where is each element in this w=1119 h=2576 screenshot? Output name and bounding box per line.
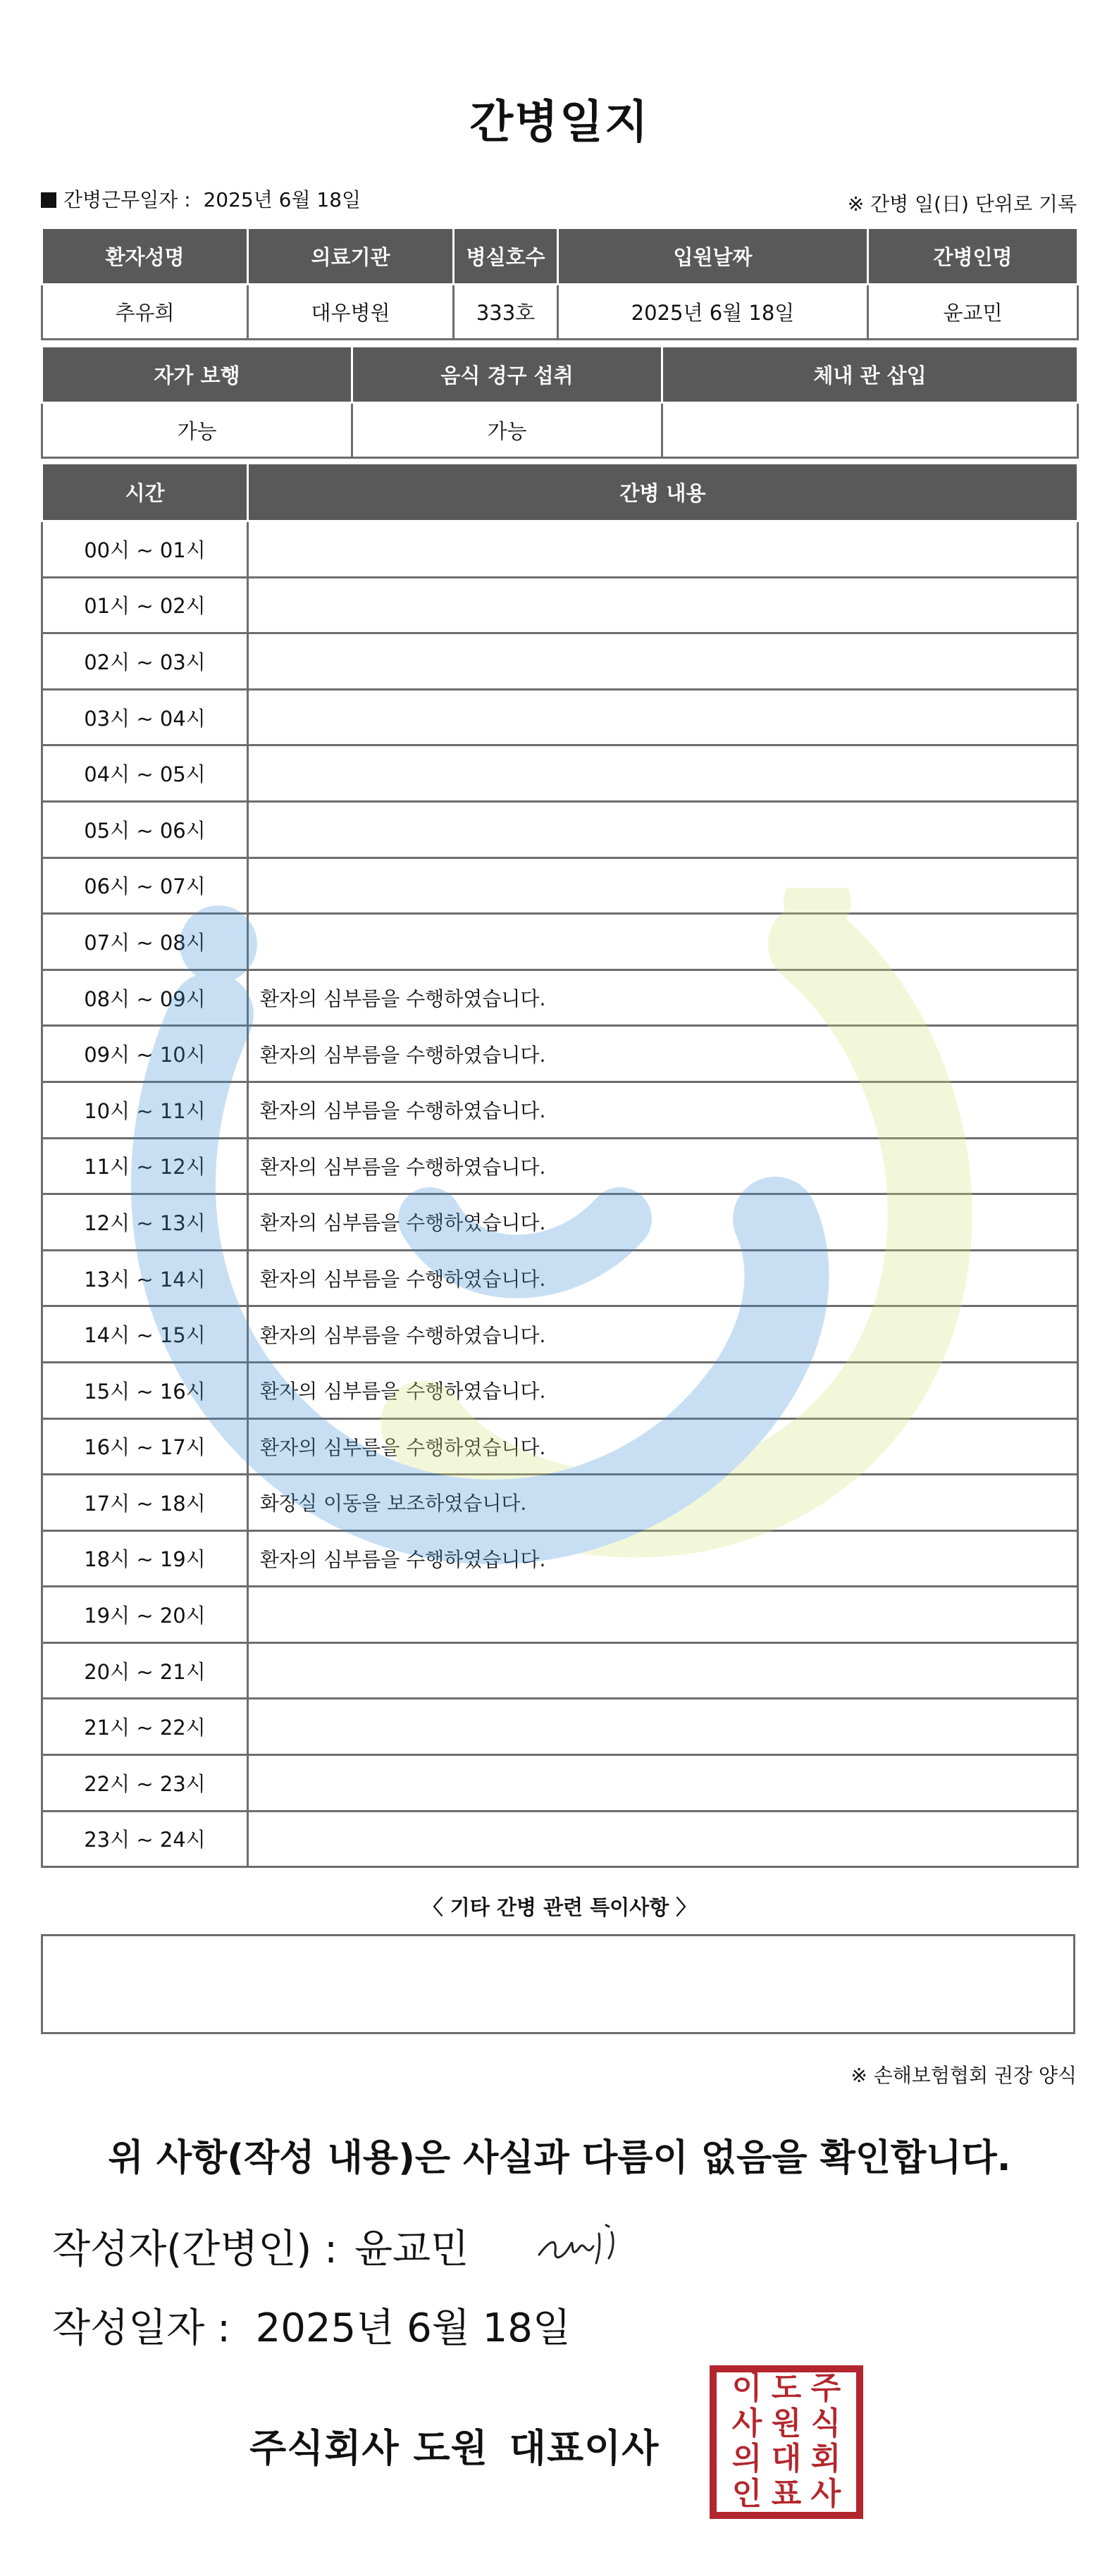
log-row (42, 970, 1078, 1026)
log-content-cell: 환자의 심부름을 수행하였습니다. (248, 1194, 1078, 1251)
log-content-cell: 환자의 심부름을 수행하였습니다. (248, 1530, 1078, 1587)
log-row (42, 914, 1078, 970)
seal-character: 표 (771, 2476, 802, 2512)
header-patient-name: 환자성명 (42, 228, 248, 285)
header-oral-intake: 음식 경구 섭취 (352, 347, 662, 403)
log-time-cell: 03시 ~ 04시 (42, 689, 248, 745)
log-row (42, 1755, 1078, 1812)
log-row (42, 633, 1078, 690)
header-admission-date: 입원날짜 (558, 228, 868, 285)
seal-characters (732, 2370, 842, 2512)
log-content-cell (248, 633, 1078, 690)
log-content-cell (248, 1699, 1078, 1755)
seal-character: 이 (731, 2370, 762, 2406)
log-time-cell: 04시 ~ 05시 (42, 745, 248, 802)
ceo-title: 대표이사 (509, 2426, 660, 2470)
log-time-cell: 19시 ~ 20시 (42, 1587, 248, 1643)
log-row (42, 1587, 1078, 1643)
log-row (42, 1194, 1078, 1251)
log-row (42, 1082, 1078, 1138)
header-hospital: 의료기관 (248, 228, 454, 285)
form-note: ※ 손해보험협회 권장 양식 (851, 2064, 1077, 2087)
log-row (42, 1026, 1078, 1082)
log-content-cell: 환자의 심부름을 수행하였습니다. (248, 1026, 1078, 1082)
log-time-cell: 05시 ~ 06시 (42, 801, 248, 857)
log-time-cell: 21시 ~ 22시 (42, 1699, 248, 1755)
log-content-cell: 화장실 이동을 보조하였습니다. (248, 1475, 1078, 1531)
writer-name: 윤교민 (354, 2227, 469, 2272)
company-name: 주식회사 도원 (249, 2426, 488, 2470)
seal-character: 사 (810, 2476, 841, 2512)
log-time-cell: 00시 ~ 01시 (42, 521, 248, 578)
seal-character: 인 (731, 2476, 762, 2512)
log-time-cell: 08시 ~ 09시 (42, 970, 248, 1026)
header-self-walking: 자가 보행 (42, 347, 352, 403)
date-value: 2025년 6월 18일 (255, 2305, 571, 2351)
log-row (42, 1250, 1078, 1306)
log-row (42, 689, 1078, 745)
log-content-cell (248, 521, 1078, 578)
log-content-cell: 환자의 심부름을 수행하였습니다. (248, 1306, 1078, 1363)
date-label: 작성일자 : (52, 2305, 231, 2351)
handwritten-signature-icon (536, 2219, 627, 2269)
log-content-cell (248, 745, 1078, 802)
patient-info-table (41, 227, 1079, 340)
log-time-cell: 11시 ~ 12시 (42, 1138, 248, 1194)
self-walking-value: 가능 (42, 403, 352, 458)
seal-character: 대 (771, 2441, 802, 2477)
tube-insertion-value (662, 403, 1078, 458)
care-log-table (41, 462, 1079, 1868)
log-content-cell (248, 801, 1078, 857)
log-time-cell: 20시 ~ 21시 (42, 1642, 248, 1699)
log-time-cell: 06시 ~ 07시 (42, 857, 248, 914)
log-content-cell (248, 857, 1078, 914)
patient-status-table (41, 345, 1079, 459)
record-note: ※ 간병 일(日) 단위로 기록 (847, 192, 1077, 216)
log-row (42, 745, 1078, 802)
seal-character: 도 (771, 2370, 802, 2406)
date-line (52, 2297, 571, 2353)
log-content-cell: 환자의 심부름을 수행하였습니다. (248, 1138, 1078, 1194)
seal-character: 원 (771, 2405, 802, 2441)
log-row (42, 1811, 1078, 1867)
log-content-cell (248, 1811, 1078, 1867)
log-content-cell: 환자의 심부름을 수행하였습니다. (248, 970, 1078, 1026)
notes-title: 〈 기타 간병 관련 특이사항 〉 (422, 1895, 697, 1919)
log-content-cell (248, 914, 1078, 970)
company-seal-stamp-icon (707, 2363, 865, 2521)
log-content-cell: 환자의 심부름을 수행하였습니다. (248, 1250, 1078, 1306)
log-content-cell (248, 1642, 1078, 1699)
log-time-cell: 17시 ~ 18시 (42, 1475, 248, 1531)
log-content-cell (248, 1587, 1078, 1643)
log-row (42, 801, 1078, 857)
room-number-value: 333호 (454, 285, 558, 340)
log-row (42, 1475, 1078, 1531)
log-time-cell: 10시 ~ 11시 (42, 1082, 248, 1138)
square-bullet-icon (41, 192, 56, 208)
work-date-label: 간병근무일자 : (63, 188, 191, 211)
work-date-value: 2025년 6월 18일 (203, 188, 361, 211)
admission-date-value: 2025년 6월 18일 (558, 285, 868, 340)
log-row (42, 577, 1078, 633)
log-time-cell: 07시 ~ 08시 (42, 914, 248, 970)
log-row (42, 1418, 1078, 1475)
oral-intake-value: 가능 (352, 403, 662, 458)
log-row (42, 1362, 1078, 1418)
seal-character: 사 (731, 2405, 762, 2441)
writer-line (52, 2218, 469, 2274)
log-content-cell (248, 689, 1078, 745)
log-content-cell (248, 1755, 1078, 1812)
log-time-cell: 16시 ~ 17시 (42, 1418, 248, 1475)
log-content-cell: 환자의 심부름을 수행하였습니다. (248, 1362, 1078, 1418)
log-time-cell: 14시 ~ 15시 (42, 1306, 248, 1363)
log-content-cell: 환자의 심부름을 수행하였습니다. (248, 1418, 1078, 1475)
log-row (42, 857, 1078, 914)
log-time-cell: 09시 ~ 10시 (42, 1026, 248, 1082)
log-row (42, 1530, 1078, 1587)
log-row (42, 1138, 1078, 1194)
header-tube-insertion: 체내 관 삽입 (662, 347, 1078, 403)
log-time-cell: 01시 ~ 02시 (42, 577, 248, 633)
seal-character: 회 (810, 2441, 841, 2477)
confirmation-text: 위 사항(작성 내용)은 사실과 다름이 없음을 확인합니다. (108, 2137, 1011, 2179)
header-care-content: 간병 내용 (248, 464, 1078, 521)
notes-box (41, 1934, 1075, 2034)
writer-label: 작성자(간병인) : (52, 2227, 338, 2272)
seal-character: 주 (810, 2370, 841, 2406)
log-time-cell: 13시 ~ 14시 (42, 1250, 248, 1306)
log-time-cell: 23시 ~ 24시 (42, 1811, 248, 1867)
header-caregiver-name: 간병인명 (868, 228, 1078, 285)
seal-character: 의 (731, 2441, 762, 2477)
log-content-cell: 환자의 심부름을 수행하였습니다. (248, 1082, 1078, 1138)
seal-character: 식 (810, 2405, 841, 2441)
log-row (42, 1306, 1078, 1363)
log-row (42, 521, 1078, 578)
header-time: 시간 (42, 464, 248, 521)
log-time-cell: 15시 ~ 16시 (42, 1362, 248, 1418)
hospital-value: 대우병원 (248, 285, 454, 340)
log-time-cell: 22시 ~ 23시 (42, 1755, 248, 1812)
work-date (41, 185, 361, 213)
log-row (42, 1699, 1078, 1755)
log-time-cell: 12시 ~ 13시 (42, 1194, 248, 1251)
log-time-cell: 02시 ~ 03시 (42, 633, 248, 690)
header-room-number: 병실호수 (454, 228, 558, 285)
company-line (249, 2418, 659, 2472)
log-time-cell: 18시 ~ 19시 (42, 1530, 248, 1587)
document-title: 간병일지 (469, 97, 650, 149)
caregiver-name-value: 윤교민 (868, 285, 1078, 340)
care-log-body (42, 521, 1078, 1867)
log-content-cell (248, 577, 1078, 633)
log-row (42, 1642, 1078, 1699)
patient-name-value: 추유희 (42, 285, 248, 340)
